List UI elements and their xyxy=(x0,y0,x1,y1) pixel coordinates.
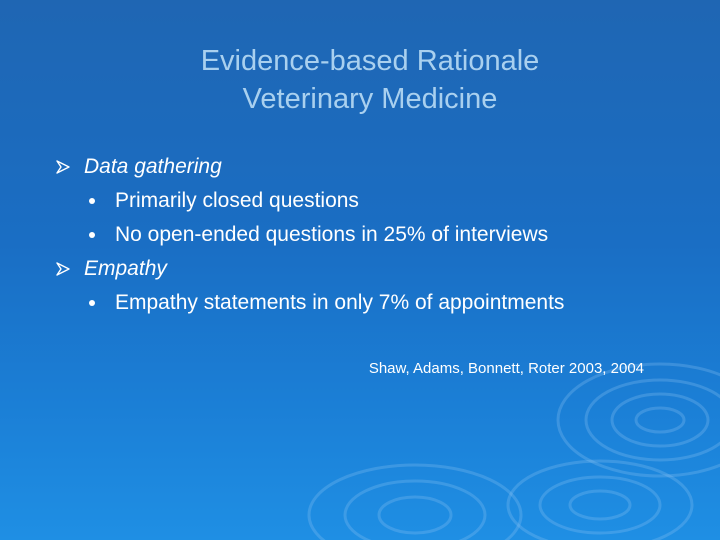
sub-bullet-text: Primarily closed questions xyxy=(115,189,359,212)
bullet-list xyxy=(56,150,696,320)
sub-bullet xyxy=(56,286,696,320)
sub-bullet xyxy=(56,184,696,218)
dot-bullet-icon xyxy=(89,300,95,306)
arrow-bullet-icon xyxy=(56,160,70,174)
dot-bullet-icon xyxy=(89,232,95,238)
sub-bullet-text: No open-ended questions in 25% of interviews xyxy=(115,223,549,246)
sub-bullet xyxy=(56,218,696,252)
title-line-2: Veterinary Medicine xyxy=(242,83,498,115)
slide-title xyxy=(0,42,720,118)
bullet-label: Data gathering xyxy=(84,155,222,178)
bullet-empathy xyxy=(56,252,696,286)
bullet-label: Empathy xyxy=(84,257,167,280)
citation: Shaw, Adams, Bonnett, Roter 2003, 2004 xyxy=(368,360,644,377)
bullet-data-gathering xyxy=(56,150,696,184)
title-line-1: Evidence-based Rationale xyxy=(200,45,540,77)
sub-bullet-text: Empathy statements in only 7% of appointments xyxy=(115,291,565,314)
arrow-bullet-icon xyxy=(56,262,70,276)
dot-bullet-icon xyxy=(89,198,95,204)
